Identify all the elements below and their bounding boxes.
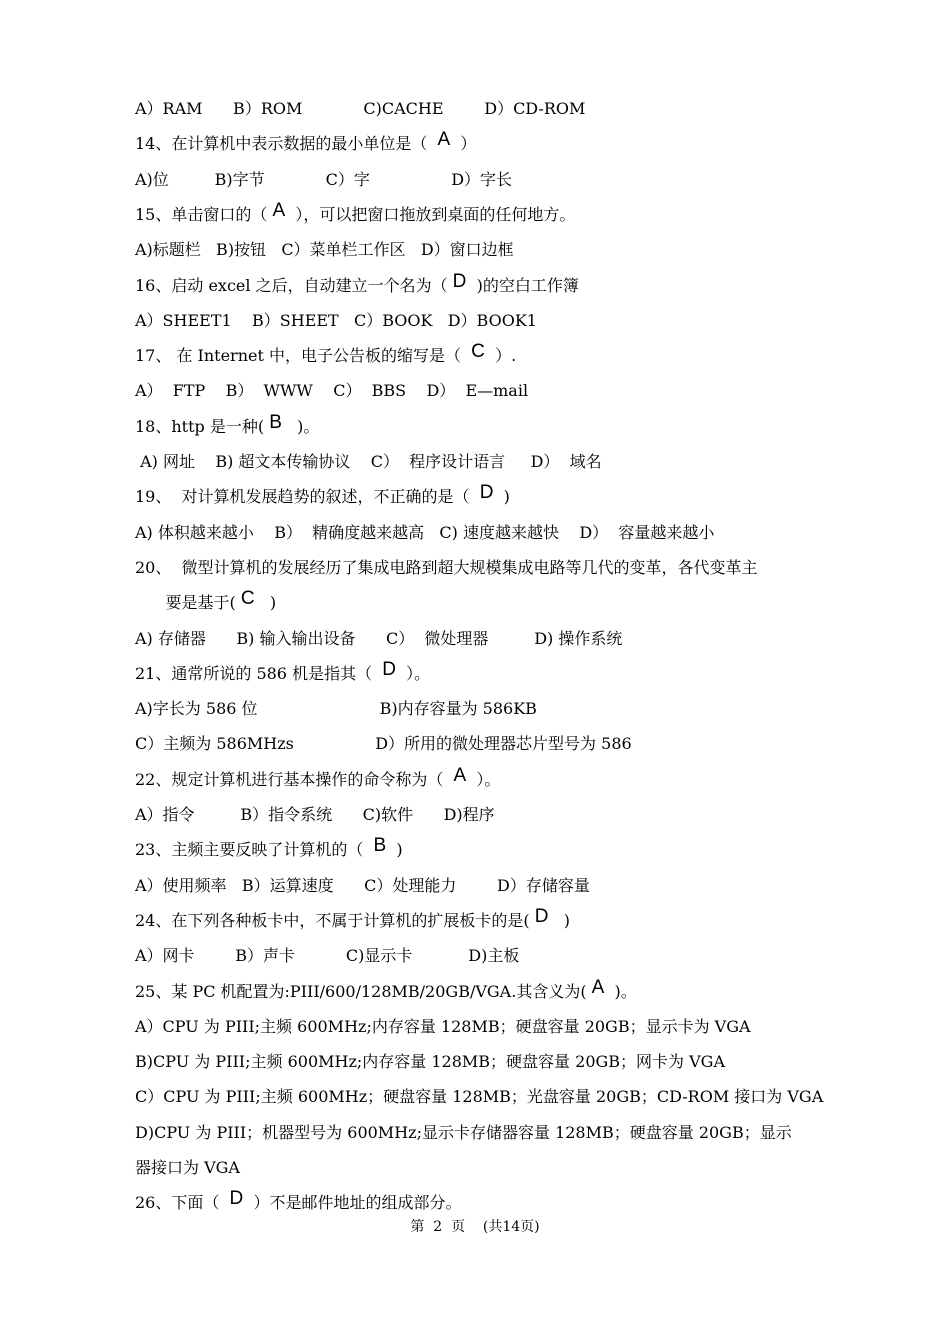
text-line <box>135 558 758 578</box>
question-text-end: ) <box>493 487 510 507</box>
answer-mark: A <box>591 976 605 998</box>
text-line <box>135 699 537 719</box>
text-line <box>135 734 632 754</box>
question-text: 21、通常所说的 586 机是指其（ <box>135 663 383 683</box>
line-text: A）使用频率 B）运算速度 C）处理能力 D）存储容量 <box>135 875 590 895</box>
line-text: A）SHEET1 B）SHEET C）BOOK D）BOOK1 <box>135 310 537 330</box>
text-line <box>135 764 501 790</box>
text-line <box>135 629 622 649</box>
answer-mark: D <box>229 1188 244 1210</box>
text-line <box>135 1087 823 1107</box>
answer-mark: A <box>272 199 286 221</box>
question-text-end: )。 <box>281 416 320 436</box>
text-line <box>135 1052 725 1072</box>
line-text: A) 存储器 B) 输入输出设备 C） 微处理器 D) 操作系统 <box>135 628 623 648</box>
line-text: C）主频为 586MHzs D）所用的微处理器芯片型号为 586 <box>135 734 632 754</box>
question-text-end: ），可以把窗口拖放到桌面的任何地方。 <box>285 204 576 224</box>
line-text: A）CPU 为 PIII;主频 600MHz;内存容量 128MB；硬盘容量 20GB；显示卡为 VGA <box>135 1016 751 1036</box>
text-line <box>135 411 320 437</box>
question-text: 24、在下列各种板卡中，不属于计算机的扩展板卡的是( <box>135 910 535 930</box>
question-text: 19、 对计算机发展趋势的叙述，不正确的是（ <box>135 487 480 507</box>
line-text: A）RAM B）ROM C)CACHE D）CD-ROM <box>135 99 586 118</box>
question-text-end: ) <box>254 593 277 613</box>
question-text: 23、主频主要反映了计算机的（ <box>135 840 374 860</box>
page-footer: 第 2 页 (共14页) <box>410 1219 540 1235</box>
question-text: 17、 在 Internet 中，电子公告板的缩写是（ <box>135 346 472 366</box>
text-line <box>135 835 403 860</box>
question-text: 15、单击窗口的（ <box>135 204 273 224</box>
answer-mark: D <box>479 482 494 504</box>
text-line <box>135 1158 240 1178</box>
question-text-end: )的空白工作簿 <box>466 275 579 295</box>
answer-mark: B <box>373 835 387 857</box>
line-text: B)CPU 为 PIII;主频 600MHz;内存容量 128MB；硬盘容量 20GB；网卡为 VGA <box>135 1052 726 1072</box>
text-line <box>135 905 570 931</box>
text-line <box>135 311 537 331</box>
text-line <box>135 270 579 296</box>
answer-mark: B <box>269 411 282 433</box>
line-text: 20、 微型计算机的发展经历了集成电路到超大规模集成电路等几代的变革，各代变革主 <box>135 557 758 577</box>
line-text: A)字长为 586 位 B)内存容量为 586KB <box>135 699 537 719</box>
text-line <box>135 976 637 1002</box>
answer-mark: A <box>453 764 467 786</box>
text-line <box>135 588 277 613</box>
question-text: 18、http 是一种( <box>135 416 270 436</box>
answer-mark: D <box>382 658 396 680</box>
line-text: A)位 B)字节 C）字 D）字长 <box>135 169 513 189</box>
answer-mark: D <box>452 270 467 292</box>
text-line <box>135 805 495 825</box>
question-text-end: ）。 <box>395 663 431 683</box>
text-line <box>135 482 510 507</box>
text-line <box>135 381 528 401</box>
answer-mark: C <box>240 588 255 610</box>
question-text-end: ）。 <box>466 769 501 789</box>
answer-mark: A <box>437 129 451 151</box>
text-line <box>135 1188 462 1213</box>
question-text-end: ) <box>548 910 570 930</box>
text-line <box>135 99 585 119</box>
question-text: 要是基于( <box>135 593 241 613</box>
line-text: A） FTP B） WWW C） BBS D） E—mail <box>135 381 529 401</box>
text-line <box>135 129 477 154</box>
answer-mark: D <box>534 905 549 927</box>
question-text: 26、下面（ <box>135 1193 230 1213</box>
line-text: A)标题栏 B)按钮 C）菜单栏工作区 D）窗口边框 <box>135 240 514 260</box>
text-line <box>135 452 602 472</box>
line-text: D)CPU 为 PIII；机器型号为 600MHz;显示卡存储器容量 128MB；硬盘容量 20GB；显示 <box>135 1122 792 1142</box>
text-line <box>135 876 590 896</box>
text-line <box>135 658 431 684</box>
text-line <box>135 240 514 260</box>
line-text: 器接口为 VGA <box>135 1158 240 1177</box>
answer-mark: C <box>471 341 485 363</box>
text-line <box>135 199 576 225</box>
text-line <box>135 341 517 366</box>
line-text: C）CPU 为 PIII;主频 600MHz；硬盘容量 128MB；光盘容量 20GB；CD-ROM 接口为 VGA <box>135 1087 824 1107</box>
text-line <box>135 946 519 966</box>
question-text-end: ）. <box>484 346 517 366</box>
question-text-end: ） <box>450 134 477 154</box>
line-text: A）指令 B）指令系统 C)软件 D)程序 <box>135 805 495 824</box>
question-text-end: )。 <box>604 981 637 1001</box>
text-line <box>135 170 512 190</box>
text-line <box>135 1123 792 1143</box>
line-text: A) 网址 B) 超文本传输协议 C） 程序设计语言 D） 域名 <box>135 452 602 471</box>
text-line <box>135 523 714 543</box>
question-text-end: ）不是邮件地址的组成部分。 <box>243 1193 462 1213</box>
question-text: 22、规定计算机进行基本操作的命令称为（ <box>135 769 454 789</box>
text-line <box>135 1017 751 1037</box>
line-text: A）网卡 B）声卡 C)显示卡 D)主板 <box>135 946 520 966</box>
question-text-end: ) <box>386 840 403 860</box>
question-text: 16、启动 excel 之后，自动建立一个名为（ <box>135 275 453 295</box>
question-text: 14、在计算机中表示数据的最小单位是（ <box>135 134 438 154</box>
line-text: A) 体积越来越小 B） 精确度越来越高 C) 速度越来越快 D） 容量越来越小 <box>135 522 715 542</box>
question-text: 25、某 PC 机配置为:PIII/600/128MB/20GB/VGA.其含义为( <box>135 981 592 1001</box>
